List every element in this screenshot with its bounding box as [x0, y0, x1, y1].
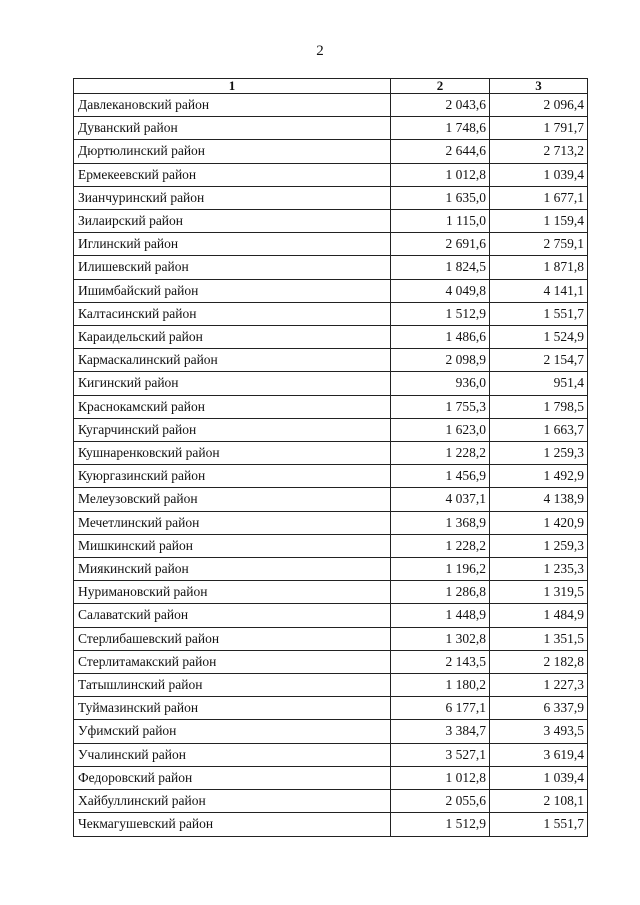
- district-name-cell: Мечетлинский район: [74, 511, 391, 534]
- value-column-3-cell: 4 138,9: [490, 488, 588, 511]
- district-name-cell: Иглинский район: [74, 233, 391, 256]
- value-column-2-cell: 1 012,8: [391, 766, 490, 789]
- district-name-cell: Нуримановский район: [74, 581, 391, 604]
- table-row: [74, 210, 588, 233]
- value-column-2-cell: 2 043,6: [391, 94, 490, 117]
- table-row: [74, 720, 588, 743]
- district-name-cell: Федоровский район: [74, 766, 391, 789]
- district-name-cell: Давлекановский район: [74, 94, 391, 117]
- value-column-3-cell: 1 871,8: [490, 256, 588, 279]
- value-column-3-cell: 1 663,7: [490, 418, 588, 441]
- table-row: [74, 558, 588, 581]
- district-name-cell: Зилаирский район: [74, 210, 391, 233]
- column-header-2: 2: [391, 79, 490, 94]
- value-column-2-cell: 1 302,8: [391, 627, 490, 650]
- district-name-cell: Стерлитамакский район: [74, 650, 391, 673]
- district-name-cell: Дуванский район: [74, 117, 391, 140]
- value-column-3-cell: 1 351,5: [490, 627, 588, 650]
- value-column-3-cell: 951,4: [490, 372, 588, 395]
- table-row: [74, 256, 588, 279]
- table-row: [74, 813, 588, 836]
- district-name-cell: Ишимбайский район: [74, 279, 391, 302]
- value-column-3-cell: 1 798,5: [490, 395, 588, 418]
- value-column-3-cell: 1 420,9: [490, 511, 588, 534]
- district-name-cell: Кармаскалинский район: [74, 349, 391, 372]
- value-column-3-cell: 1 039,4: [490, 163, 588, 186]
- table-row: [74, 418, 588, 441]
- table-row: [74, 94, 588, 117]
- district-table: [73, 78, 588, 837]
- value-column-3-cell: 1 551,7: [490, 302, 588, 325]
- district-name-cell: Уфимский район: [74, 720, 391, 743]
- district-name-cell: Илишевский район: [74, 256, 391, 279]
- table-row: [74, 511, 588, 534]
- district-name-cell: Кугарчинский район: [74, 418, 391, 441]
- value-column-2-cell: 4 037,1: [391, 488, 490, 511]
- value-column-3-cell: 1 235,3: [490, 558, 588, 581]
- table-row: [74, 766, 588, 789]
- value-column-3-cell: 2 182,8: [490, 650, 588, 673]
- value-column-3-cell: 6 337,9: [490, 697, 588, 720]
- value-column-3-cell: 4 141,1: [490, 279, 588, 302]
- value-column-3-cell: 2 096,4: [490, 94, 588, 117]
- district-name-cell: Ермекеевский район: [74, 163, 391, 186]
- table-row: [74, 349, 588, 372]
- value-column-2-cell: 4 049,8: [391, 279, 490, 302]
- value-column-2-cell: 1 448,9: [391, 604, 490, 627]
- value-column-3-cell: 1 677,1: [490, 186, 588, 209]
- header-row: [74, 79, 588, 94]
- table-body: [74, 94, 588, 837]
- table-row: [74, 140, 588, 163]
- value-column-3-cell: 1 259,3: [490, 534, 588, 557]
- district-name-cell: Учалинский район: [74, 743, 391, 766]
- value-column-2-cell: 1 286,8: [391, 581, 490, 604]
- table-row: [74, 186, 588, 209]
- table-row: [74, 233, 588, 256]
- district-name-cell: Калтасинский район: [74, 302, 391, 325]
- value-column-2-cell: 1 512,9: [391, 302, 490, 325]
- table-row: [74, 534, 588, 557]
- value-column-2-cell: 2 691,6: [391, 233, 490, 256]
- value-column-3-cell: 1 319,5: [490, 581, 588, 604]
- value-column-2-cell: 1 824,5: [391, 256, 490, 279]
- value-column-3-cell: 1 791,7: [490, 117, 588, 140]
- value-column-2-cell: 2 098,9: [391, 349, 490, 372]
- district-name-cell: Кигинский район: [74, 372, 391, 395]
- district-name-cell: Куюргазинский район: [74, 465, 391, 488]
- table-row: [74, 163, 588, 186]
- table-row: [74, 279, 588, 302]
- table-row: [74, 302, 588, 325]
- value-column-2-cell: 2 055,6: [391, 790, 490, 813]
- table-header: [74, 79, 588, 94]
- column-header-1: 1: [74, 79, 391, 94]
- table-row: [74, 395, 588, 418]
- value-column-2-cell: 936,0: [391, 372, 490, 395]
- district-name-cell: Стерлибашевский район: [74, 627, 391, 650]
- value-column-2-cell: 1 368,9: [391, 511, 490, 534]
- district-name-cell: Зианчуринский район: [74, 186, 391, 209]
- value-column-2-cell: 1 755,3: [391, 395, 490, 418]
- district-name-cell: Караидельский район: [74, 326, 391, 349]
- value-column-2-cell: 1 486,6: [391, 326, 490, 349]
- table-row: [74, 674, 588, 697]
- value-column-2-cell: 2 143,5: [391, 650, 490, 673]
- district-name-cell: Краснокамский район: [74, 395, 391, 418]
- value-column-3-cell: 1 039,4: [490, 766, 588, 789]
- district-name-cell: Мелеузовский район: [74, 488, 391, 511]
- table-row: [74, 697, 588, 720]
- value-column-3-cell: 2 759,1: [490, 233, 588, 256]
- value-column-2-cell: 1 623,0: [391, 418, 490, 441]
- table-row: [74, 117, 588, 140]
- table-row: [74, 743, 588, 766]
- table-row: [74, 581, 588, 604]
- page-number: 2: [316, 43, 324, 59]
- column-header-3: 3: [490, 79, 588, 94]
- value-column-2-cell: 6 177,1: [391, 697, 490, 720]
- district-name-cell: Татышлинский район: [74, 674, 391, 697]
- value-column-2-cell: 1 196,2: [391, 558, 490, 581]
- value-column-3-cell: 1 159,4: [490, 210, 588, 233]
- district-name-cell: Дюртюлинский район: [74, 140, 391, 163]
- value-column-2-cell: 1 512,9: [391, 813, 490, 836]
- value-column-3-cell: 1 259,3: [490, 442, 588, 465]
- value-column-3-cell: 2 154,7: [490, 349, 588, 372]
- value-column-3-cell: 3 619,4: [490, 743, 588, 766]
- table-row: [74, 326, 588, 349]
- table-row: [74, 604, 588, 627]
- value-column-3-cell: 1 492,9: [490, 465, 588, 488]
- value-column-3-cell: 1 227,3: [490, 674, 588, 697]
- value-column-2-cell: 1 228,2: [391, 534, 490, 557]
- table-row: [74, 465, 588, 488]
- table-row: [74, 372, 588, 395]
- district-name-cell: Мишкинский район: [74, 534, 391, 557]
- table-row: [74, 650, 588, 673]
- value-column-3-cell: 1 524,9: [490, 326, 588, 349]
- district-name-cell: Кушнаренковский район: [74, 442, 391, 465]
- value-column-3-cell: 1 551,7: [490, 813, 588, 836]
- value-column-3-cell: 2 108,1: [490, 790, 588, 813]
- table-row: [74, 627, 588, 650]
- district-name-cell: Туймазинский район: [74, 697, 391, 720]
- value-column-2-cell: 1 180,2: [391, 674, 490, 697]
- district-name-cell: Чекмагушевский район: [74, 813, 391, 836]
- value-column-2-cell: 3 527,1: [391, 743, 490, 766]
- value-column-2-cell: 3 384,7: [391, 720, 490, 743]
- table-row: [74, 442, 588, 465]
- value-column-3-cell: 1 484,9: [490, 604, 588, 627]
- value-column-2-cell: 1 748,6: [391, 117, 490, 140]
- value-column-3-cell: 2 713,2: [490, 140, 588, 163]
- table-row: [74, 790, 588, 813]
- value-column-2-cell: 2 644,6: [391, 140, 490, 163]
- value-column-2-cell: 1 456,9: [391, 465, 490, 488]
- value-column-2-cell: 1 635,0: [391, 186, 490, 209]
- value-column-2-cell: 1 115,0: [391, 210, 490, 233]
- value-column-3-cell: 3 493,5: [490, 720, 588, 743]
- value-column-2-cell: 1 228,2: [391, 442, 490, 465]
- district-name-cell: Миякинский район: [74, 558, 391, 581]
- district-name-cell: Хайбуллинский район: [74, 790, 391, 813]
- table-row: [74, 488, 588, 511]
- value-column-2-cell: 1 012,8: [391, 163, 490, 186]
- district-name-cell: Салаватский район: [74, 604, 391, 627]
